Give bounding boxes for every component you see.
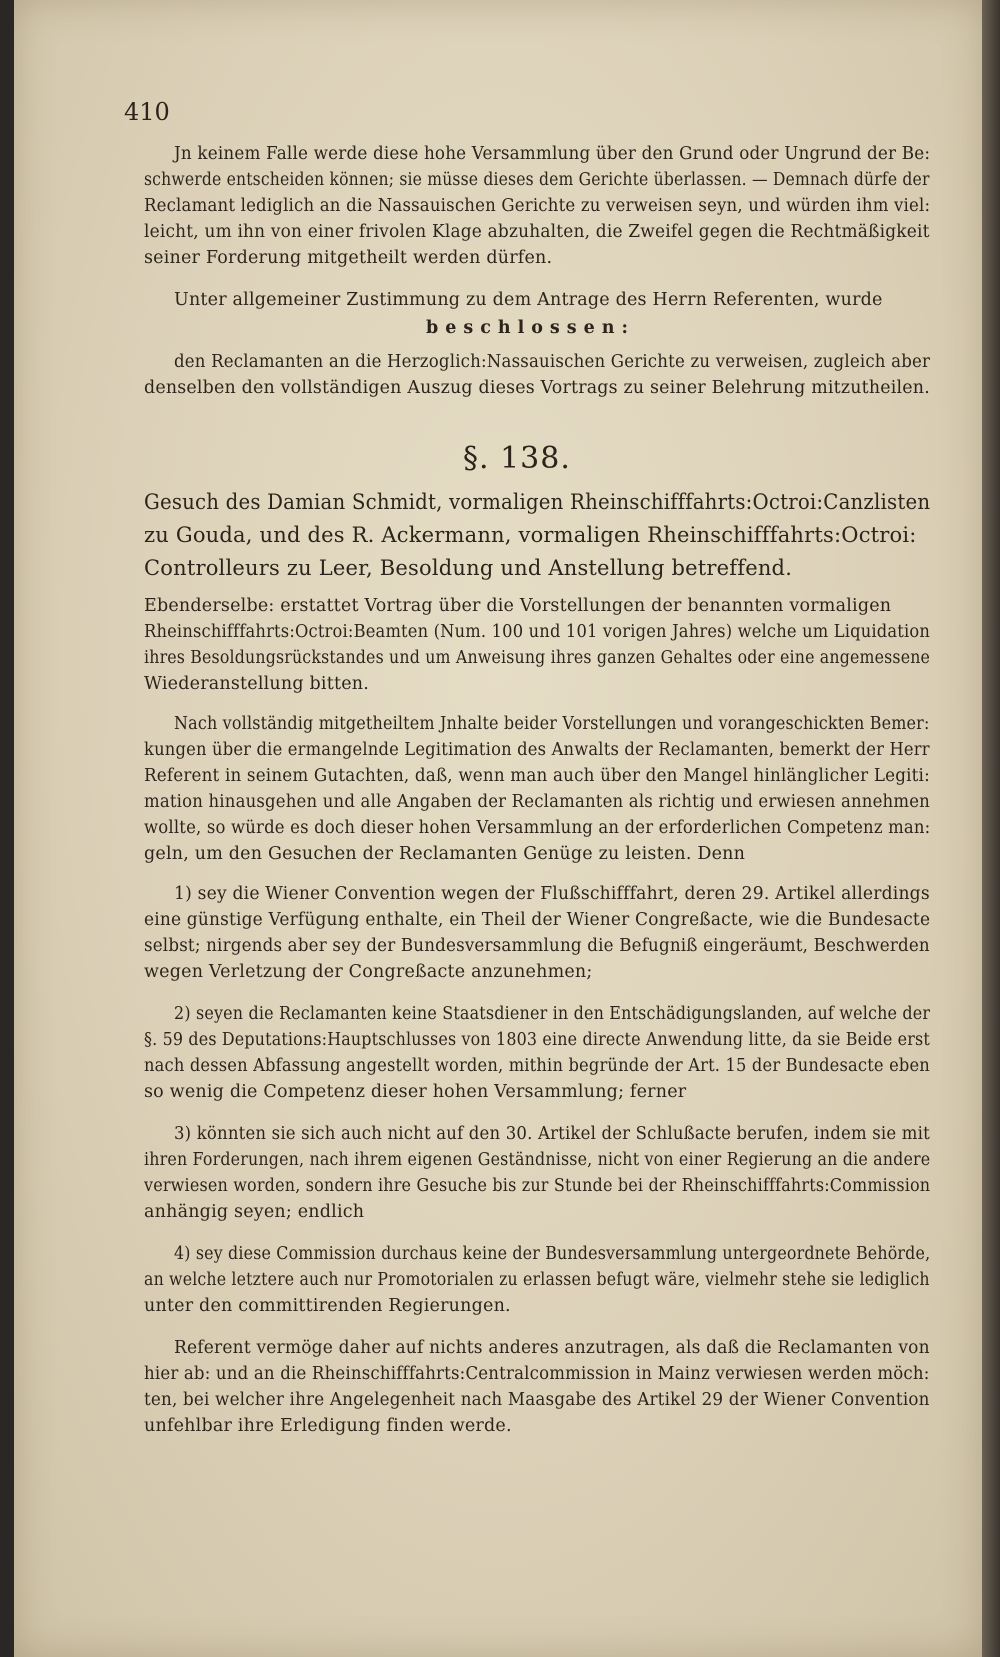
paragraph-line: 1) sey die Wiener Convention wegen der Flußschifffahrt, deren 29. Artikel allerdings — [174, 884, 930, 904]
paragraph-line: denselben den vollständigen Auszug dieses Vortrags zu seiner Belehrung mitzutheilen. — [144, 378, 930, 398]
paragraph-line: geln, um den Gesuchen der Reclamanten Genüge zu leisten. Denn — [144, 844, 746, 864]
section-heading-line: Controlleurs zu Leer, Besoldung und Anstellung betreffend. — [144, 556, 793, 580]
paragraph-line: nach dessen Abfassung angestellt worden, mithin begründe der Art. 15 der Bundesacte eben — [144, 1056, 930, 1076]
paragraph-line: den Reclamanten an die Herzoglich:Nassauischen Gerichte zu verweisen, zugleich aber — [174, 352, 931, 372]
paragraph-line: Jn keinem Falle werde diese hohe Versammlung über den Grund oder Ungrund der Be: — [174, 144, 931, 164]
paragraph-line: Rheinschifffahrts:Octroi:Beamten (Num. 100 und 101 vorigen Jahres) welche um Liquidation — [144, 622, 931, 642]
paragraph-line: hier ab: und an die Rheinschifffahrts:Centralcommission in Mainz verwiesen werden möch: — [144, 1364, 930, 1384]
paragraph-line: Nach vollständig mitgetheiltem Jnhalte beider Vorstellungen und vorangeschickten Bemer: — [174, 714, 930, 734]
paragraph-line: an welche letztere auch nur Promotorialen zu erlassen befugt wäre, vielmehr stehe sie lediglich — [144, 1270, 930, 1290]
paragraph-line: unfehlbar ihre Erledigung finden werde. — [144, 1416, 512, 1436]
paragraph-line: kungen über die ermangelnde Legitimation des Anwalts der Reclamanten, bemerkt der Herr — [144, 740, 930, 760]
paragraph-line: so wenig die Competenz dieser hohen Versammlung; ferner — [144, 1082, 687, 1102]
paragraph-line: verwiesen worden, sondern ihre Gesuche bis zur Stunde bei der Rheinschifffahrts:Commission — [144, 1176, 931, 1196]
paragraph-line: Reclamant lediglich an die Nassauischen Gerichte zu verweisen seyn, und würden ihm viel: — [144, 196, 931, 216]
section-heading-line: Gesuch des Damian Schmidt, vormaligen Rheinschifffahrts:Octroi:Canzlisten — [144, 490, 931, 514]
paragraph-line: Referent vermöge daher auf nichts anderes anzutragen, als daß die Reclamanten von — [174, 1338, 930, 1358]
paragraph-line: selbst; nirgends aber sey der Bundesversammlung die Befugniß eingeräumt, Beschwerden — [144, 936, 930, 956]
paragraph-line: 4) sey diese Commission durchaus keine der Bundesversammlung untergeordnete Behörde, — [174, 1244, 931, 1264]
paragraph-line: seiner Forderung mitgetheilt werden dürfen. — [144, 248, 553, 268]
paragraph-line: 3) könnten sie sich auch nicht auf den 30. Artikel der Schlußacte berufen, indem sie mit — [174, 1124, 930, 1144]
assent-line: Unter allgemeiner Zustimmung zu dem Antrage des Herrn Referenten, wurde — [174, 290, 883, 310]
page-number: 410 — [124, 98, 170, 126]
paragraph-line: 2) seyen die Reclamanten keine Staatsdiener in den Entschädigungslanden, auf welche der — [174, 1004, 931, 1024]
paragraph-line: mation hinausgehen und alle Angaben der Reclamanten als richtig und erwiesen annehmen — [144, 792, 930, 812]
paragraph-line: unter den committirenden Regierungen. — [144, 1296, 511, 1316]
paragraph-line: §. 59 des Deputations:Hauptschlusses von 1803 eine directe Anwendung litte, da sie Beide erst — [144, 1030, 930, 1050]
paragraph-line: wollte, so würde es doch dieser hohen Versammlung an der erforderlichen Competenz man: — [144, 818, 931, 838]
paragraph-line: eine günstige Verfügung enthalte, ein Theil der Wiener Congreßacte, wie die Bundesacte — [144, 910, 931, 930]
resolution-heading: beschlossen: — [426, 318, 635, 338]
paragraph-line: anhängig seyen; endlich — [144, 1202, 365, 1222]
paragraph-line: ihren Forderungen, nach ihrem eigenen Geständnisse, nicht von einer Regierung an die andere — [144, 1150, 931, 1170]
paragraph-line: Referent in seinem Gutachten, daß, wenn man auch über den Mangel hinlänglicher Legiti: — [144, 766, 930, 786]
paragraph-line: wegen Verletzung der Congreßacte anzunehmen; — [144, 962, 593, 982]
paragraph-line: leicht, um ihn von einer frivolen Klage abzuhalten, die Zweifel gegen die Rechtmäßigkeit — [144, 222, 930, 242]
paragraph-line: ihres Besoldungsrückstandes und um Anweisung ihres ganzen Gehaltes oder eine angemessene — [144, 648, 931, 668]
paragraph-line: Ebenderselbe: erstattet Vortrag über die Vorstellungen der benannten vormaligen — [144, 596, 892, 616]
paragraph-line: Wiederanstellung bitten. — [144, 674, 369, 694]
section-number: §. 138. — [463, 441, 571, 476]
book-edge — [982, 0, 1000, 1657]
paragraph-line: ten, bei welcher ihre Angelegenheit nach Maasgabe des Artikel 29 der Wiener Convention — [144, 1390, 930, 1410]
section-heading-line: zu Gouda, und des R. Ackermann, vormaligen Rheinschifffahrts:Octroi: — [144, 523, 917, 547]
paragraph-line: schwerde entscheiden können; sie müsse dieses dem Gerichte überlassen. — Demnach dürfe der — [144, 170, 930, 190]
